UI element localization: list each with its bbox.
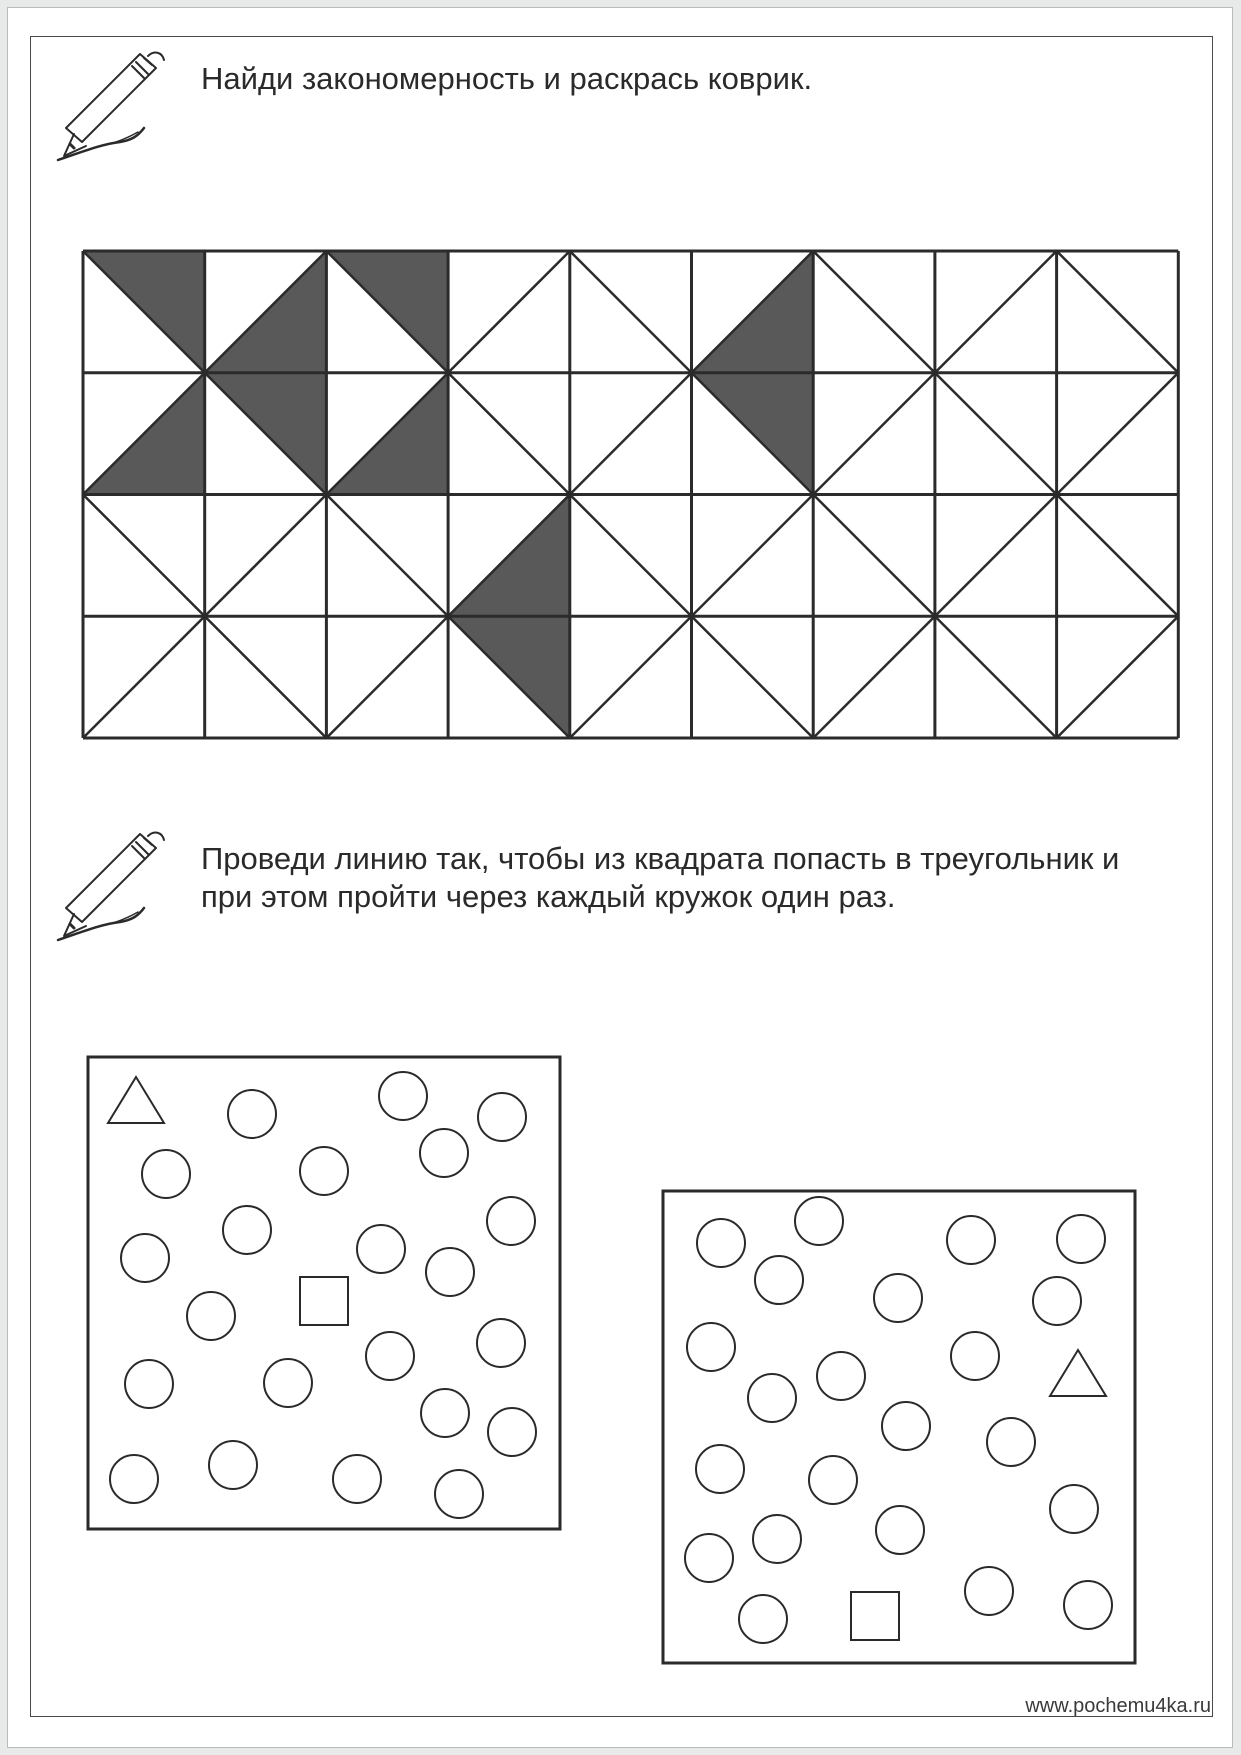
circle — [876, 1506, 924, 1554]
circle — [882, 1402, 930, 1450]
circle — [687, 1323, 735, 1371]
circle — [697, 1219, 745, 1267]
site-url[interactable]: www.pochemu4ka.ru — [1025, 1695, 1211, 1717]
circle — [951, 1332, 999, 1380]
circle — [809, 1456, 857, 1504]
circle — [753, 1515, 801, 1563]
circle — [696, 1445, 744, 1493]
circle — [1064, 1581, 1112, 1629]
circle — [685, 1534, 733, 1582]
circle — [1050, 1485, 1098, 1533]
circle — [795, 1197, 843, 1245]
circle — [817, 1352, 865, 1400]
circle — [874, 1274, 922, 1322]
circle — [987, 1418, 1035, 1466]
circle — [1057, 1215, 1105, 1263]
task2-instruction-line1: Проведи линию так, чтобы из квадрата попасть в треугольник и — [201, 841, 1120, 876]
circle — [965, 1567, 1013, 1615]
task1-instruction: Найди закономерность и раскрась коврик. — [201, 61, 813, 96]
circle — [748, 1374, 796, 1422]
circle — [947, 1216, 995, 1264]
circle — [1033, 1277, 1081, 1325]
circle — [755, 1256, 803, 1304]
task2-instruction-line2: при этом пройти через каждый кружок один раз. — [201, 879, 896, 914]
circle — [739, 1595, 787, 1643]
triangle-target — [1050, 1350, 1106, 1396]
square-start — [851, 1592, 899, 1640]
circles — [685, 1197, 1112, 1643]
